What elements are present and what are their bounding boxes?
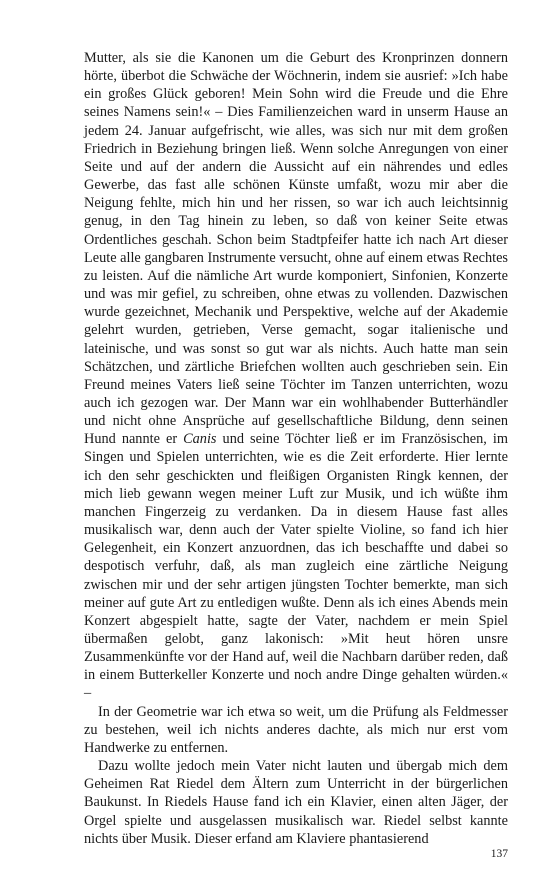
emphasis-text: Canis [183,431,217,448]
paragraph: In der Geometrie war ich etwa so weit, um die Prüfung als Feldmesser zu bestehen, weil ich nichts anderes dachte, als mich nur erst vom Handwerke zu entfernen. [84,703,508,756]
paragraph-text: und seine Töchter ließ er im Französischen, im Singen und Spielen unterrichten, wie es die Zeit erforderte. Hier lernte ich den sehr geschickten und fleißigen Organisten Ringk kennen, der mich lieb gewann wegen meiner Luft zur Musik, und ich wüßte ihm manchen Fingerzeig zu verdanken. Da in diesem Hause fast alles musikalisch war, denn auch der Vater spielte Violine, so fand ich hier Gelegenheit, ein Konzert anzuordnen, das ich beschaffte und dabei so despotisch verfuhr, daß, als man zugleich eine zärtliche Neigung zwischen mir und der sehr artigen jüngsten Tochter bemerkte, man sich meiner auf gute Art zu entledigen wußte. Denn als ich eines Abends mein Konzert abgespielt hatte, sagte der Vater, nachdem er mein Spiel übermaßen gelobt, ganz lakonisch: »Mit heut hören unsre Zusammenkünfte vor der Hand auf, weil die Nachbarn darüber reden, daß in einem Butterkeller Konzerte und noch andre Dinge gehalten würden.« – [84,431,508,702]
paragraph: Dazu wollte jedoch mein Vater nicht lauten und übergab mich dem Geheimen Rat Riedel dem Ältern zum Unterricht in der bürgerlichen Baukunst. In Riedels Hause fand ich ein Klavier, einen alten Jäger, der Orgel spielte und ausgelassen musikalisch war. Riedel selbst kannte nichts über Musik. Dieser erfand am Klaviere phantasierend [84,758,508,847]
body-text [84,49,508,848]
page-number: 137 [490,848,508,860]
paragraph [84,49,508,703]
paragraph-text: Mutter, als sie die Kanonen um die Geburt des Kronprinzen donnern hörte, überbot die Schwäche der Wöchnerin, indem sie ausrief: »Ich habe ein großes Glück geboren! Mein Sohn wird die Freude und die Ehre seines Namens sein!« – Dies Familienzeichen ward in unserm Hause an jedem 24. Januar aufgefrischt, wie alles, was sich nur mit dem großen Friedrich in Beziehung bringen ließ. Wenn solche Anregungen von einer Seite und auf der andern die Aussicht auf ein nährendes und edles Gewerbe, das fast alle schönen Künste umfaßt, wozu mir aber die Neigung fehlte, mich hin und her rissen, so war ich auch leichtsinnig genug, in den Tag hinein zu leben, so daß von keiner Seite etwas Ordentliches geschah. Schon beim Stadtpfeifer hatte ich nach Art dieser Leute alle gangbaren Instrumente versucht, ohne auf einem etwas Rechtes zu leisten. Auf die nämliche Art wurde komponiert, Sinfonien, Konzerte und was mir gefiel, zu schreiben, ohne etwas zu vollenden. Dazwischen wurde gezeichnet, Mechanik und Perspektive, welche auf der Akademie gelehrt wurden, getrieben, Verse gemacht, sogar italienische und lateinische, und was sonst so gut war als nichts. Auch hatte man sein Schätzchen, und zärtliche Briefchen wollten auch geschrieben sein. Ein Freund meines Vaters ließ seine Töchter im Tanzen unterrichten, wozu auch ich gezogen war. Der Mann war ein wohlhabender Butterhändler und nicht ohne Ansprüche auf gesellschaftliche Bildung, denn seinen Hund nannte er [84,50,508,448]
